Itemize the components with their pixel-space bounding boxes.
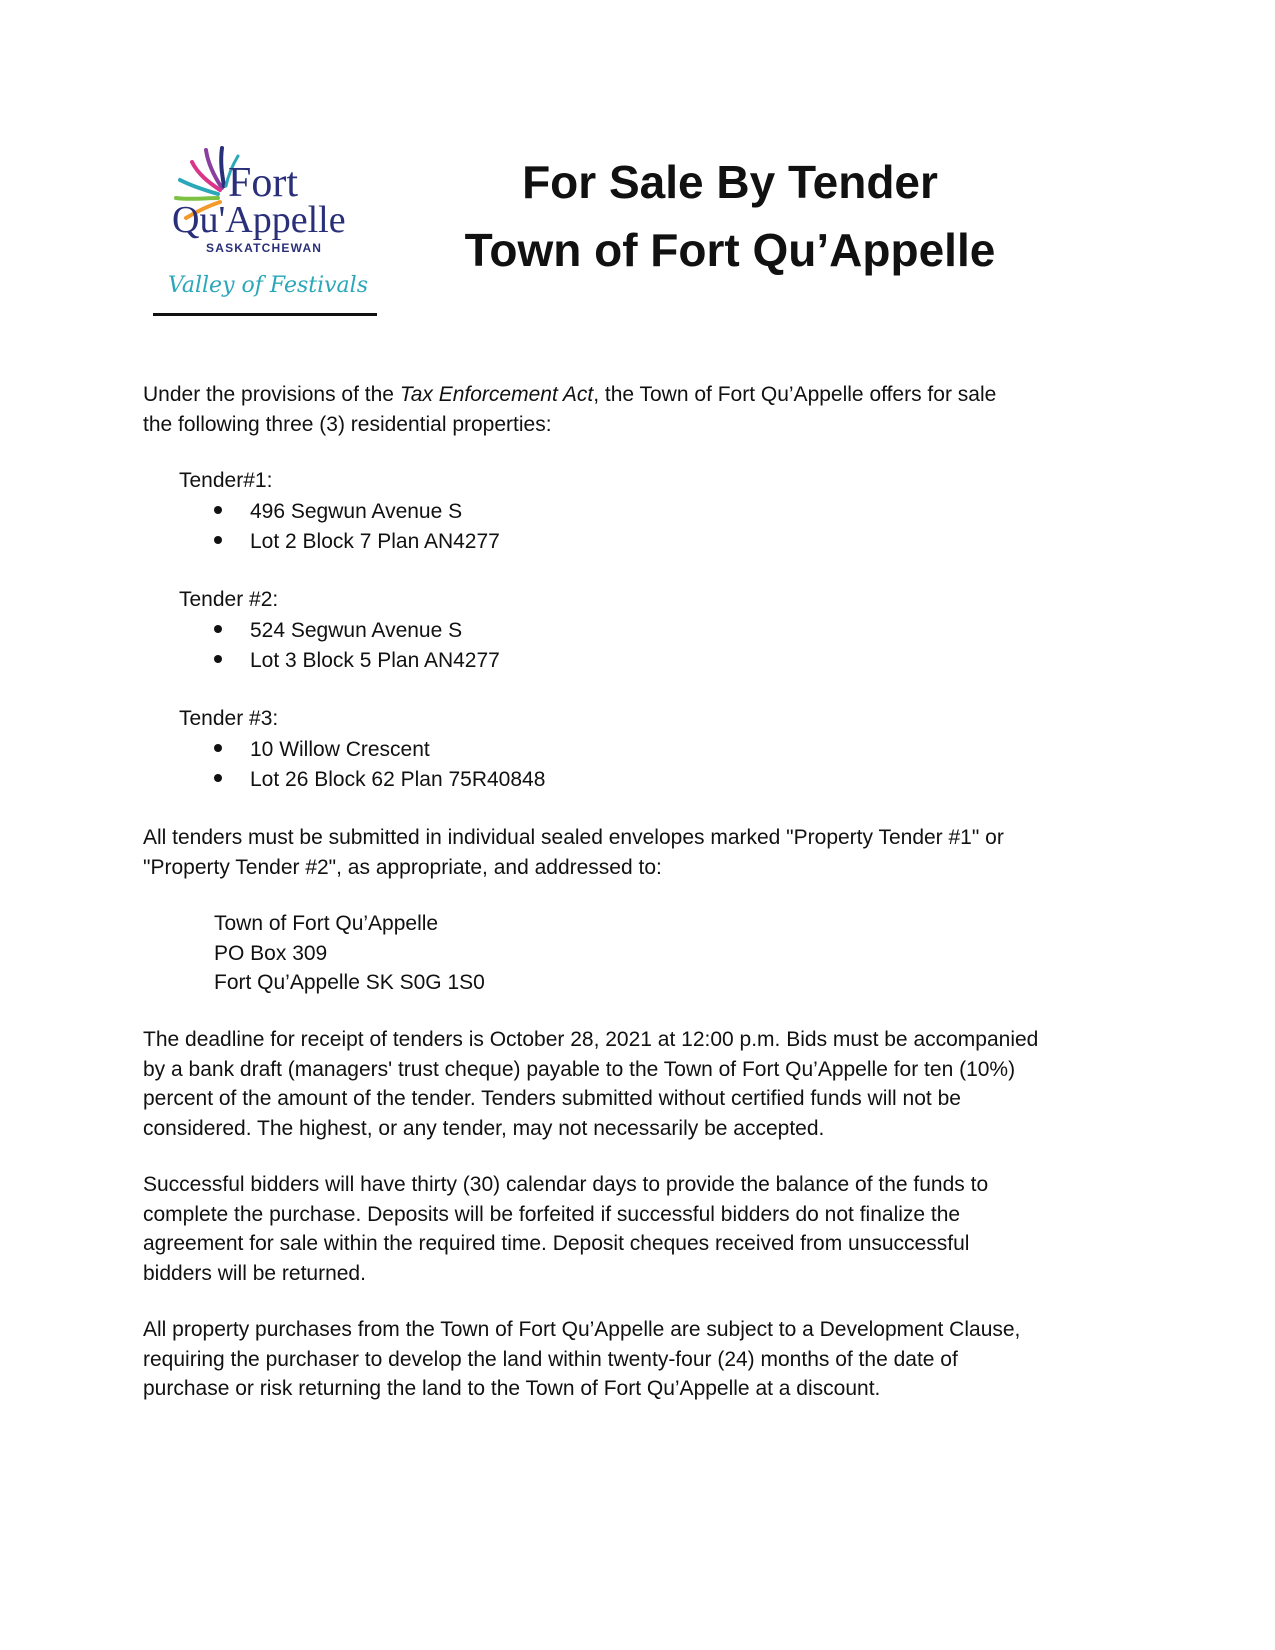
tender-2-heading: Tender #2: — [179, 588, 279, 611]
logo-underline — [153, 313, 377, 316]
list-item — [214, 765, 545, 794]
title-line-1: For Sale By Tender — [522, 156, 938, 208]
town-logo — [150, 140, 382, 320]
bullet-icon — [214, 774, 222, 782]
intro-paragraph — [143, 380, 1083, 439]
deadline-line-2: by a bank draft (managers' trust cheque) payable to the Town of Fort Qu’Appelle for ten (10%) — [143, 1057, 1016, 1081]
bullet-icon — [214, 744, 222, 752]
deadline-line-4: considered. The highest, or any tender, may not necessarily be accepted. — [143, 1116, 825, 1140]
tender-3-heading: Tender #3: — [179, 707, 279, 730]
tender-1-legal: Lot 2 Block 7 Plan AN4277 — [250, 530, 500, 553]
development-clause-paragraph — [143, 1315, 1083, 1404]
tender-3-address: 10 Willow Crescent — [250, 738, 430, 761]
logo-tagline: Valley of Festivals — [168, 273, 368, 298]
submission-line-2: "Property Tender #2", as appropriate, and addressed to: — [143, 855, 662, 879]
successful-line-2: complete the purchase. Deposits will be forfeited if successful bidders do not finalize the — [143, 1202, 961, 1226]
bullet-icon — [214, 625, 222, 633]
successful-line-1: Successful bidders will have thirty (30) calendar days to provide the balance of the funds to — [143, 1173, 989, 1196]
intro-line-2: the following three (3) residential properties: — [143, 412, 552, 436]
logo-word-fort: Fort — [228, 160, 299, 206]
tender-2-address: 524 Segwun Avenue S — [250, 619, 463, 642]
logo-word-quappelle: Qu'Appelle — [172, 199, 346, 241]
tender-1-address: 496 Segwun Avenue S — [250, 500, 463, 523]
address-line-1: Town of Fort Qu’Appelle — [214, 912, 439, 935]
list-item — [214, 616, 462, 645]
tender-1-heading: Tender#1: — [179, 469, 273, 492]
list-item — [214, 527, 500, 556]
tender-2-legal: Lot 3 Block 5 Plan AN4277 — [250, 649, 500, 672]
successful-bidders-paragraph — [143, 1170, 1083, 1288]
deadline-line-1: The deadline for receipt of tenders is October 28, 2021 at 12:00 p.m. Bids must be accompanied — [143, 1028, 1039, 1051]
bullet-icon — [214, 655, 222, 663]
bullet-icon — [214, 536, 222, 544]
intro-post: , the Town of Fort Qu’Appelle offers for sale — [593, 383, 997, 406]
submission-line-1: All tenders must be submitted in individual sealed envelopes marked "Property Tender #1" or — [143, 826, 1004, 849]
deadline-paragraph — [143, 1025, 1083, 1143]
address-line-3: Fort Qu’Appelle SK S0G 1S0 — [214, 971, 485, 994]
development-line-1: All property purchases from the Town of Fort Qu’Appelle are subject to a Development Clause, — [143, 1318, 1021, 1341]
successful-line-3: agreement for sale within the required time. Deposit cheques received from unsuccessful — [143, 1232, 970, 1255]
tender-3-legal: Lot 26 Block 62 Plan 75R40848 — [250, 768, 546, 791]
intro-pre: Under the provisions of the — [143, 383, 400, 406]
address-line-2: PO Box 309 — [214, 941, 328, 965]
development-line-3: purchase or risk returning the land to the Town of Fort Qu’Appelle at a discount. — [143, 1377, 881, 1400]
submission-paragraph — [143, 823, 1083, 882]
act-name: Tax Enforcement Act — [399, 383, 594, 406]
list-item — [214, 646, 500, 675]
deadline-line-3: percent of the amount of the tender. Tenders submitted without certified funds will not be — [143, 1087, 961, 1110]
list-item — [214, 735, 430, 764]
logo-province: SASKATCHEWAN — [206, 241, 323, 255]
development-line-2: requiring the purchaser to develop the land within twenty-four (24) months of the date of — [143, 1347, 958, 1371]
successful-line-4: bidders will be returned. — [143, 1261, 366, 1285]
bullet-icon — [214, 506, 222, 514]
list-item — [214, 497, 462, 526]
page-title — [420, 148, 1040, 284]
mailing-address — [214, 909, 485, 998]
intro-line-1 — [143, 380, 1083, 410]
title-line-2: Town of Fort Qu’Appelle — [464, 224, 996, 276]
